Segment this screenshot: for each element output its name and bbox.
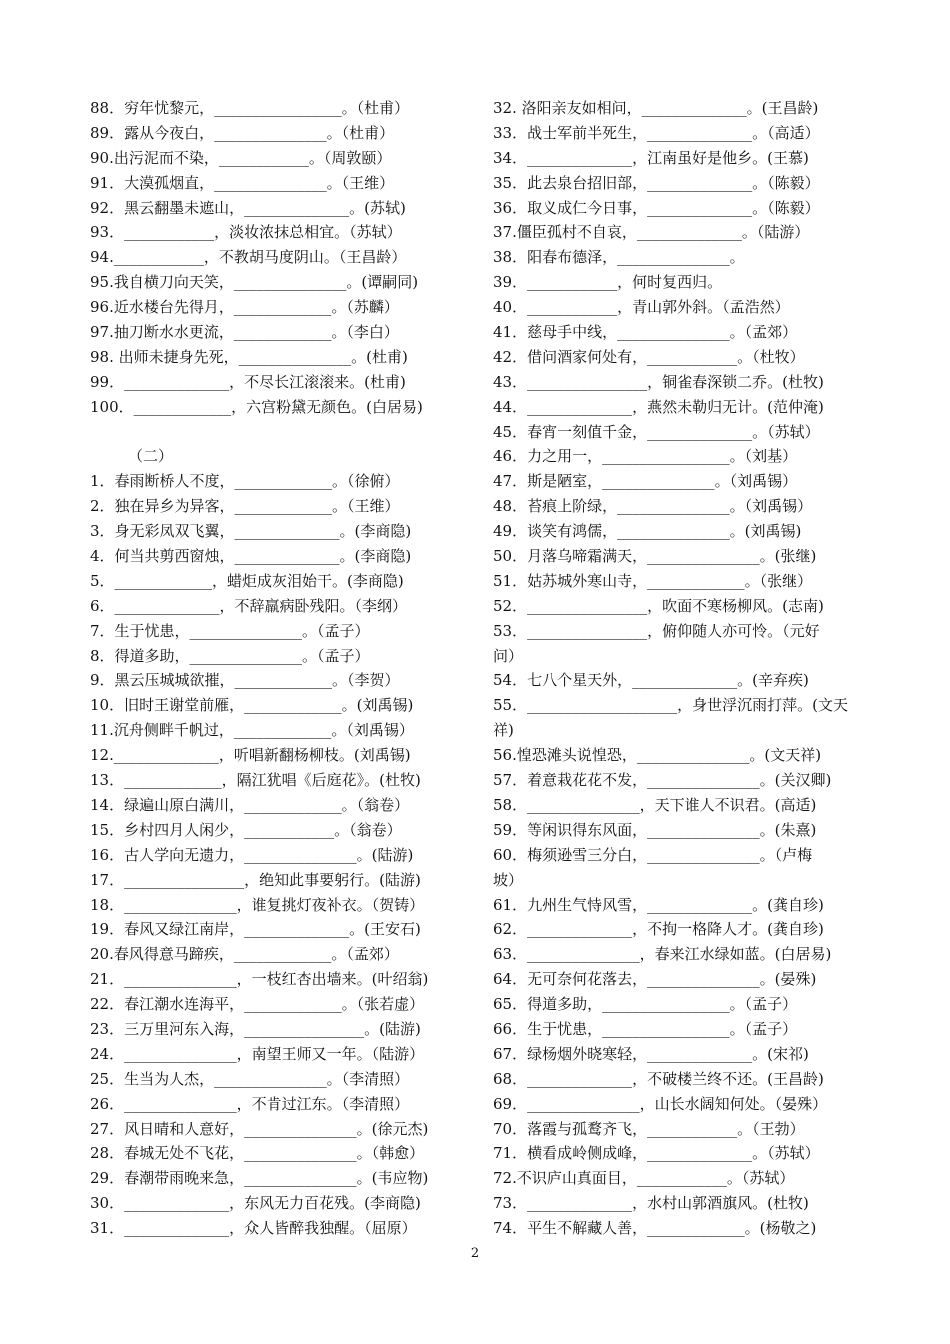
poem-line: 25．生当为人杰，_______________。（李清照）	[90, 1069, 410, 1088]
poem-line: 问）	[493, 646, 524, 665]
poem-line: 98. 出师未捷身先死，_______________。(杜甫)	[90, 347, 408, 366]
poem-line: 38．阳春布德泽，_______________。	[493, 248, 745, 267]
poem-line: 11.沉舟侧畔千帆过，_____________。（刘禹锡）	[90, 721, 414, 740]
poem-line: 33．战士军前半死生，______________。（高适）	[493, 123, 820, 142]
section-title: （二）	[128, 447, 174, 466]
poem-line: 72.不识庐山真面目，____________。（苏轼）	[493, 1169, 795, 1188]
poem-line: 67．绿杨烟外晓寒轻，______________。(宋祁)	[493, 1044, 809, 1063]
poem-line: 1．春雨断桥人不度，_____________。（徐俯）	[90, 472, 400, 491]
poem-line: 91．大漠孤烟直，_______________。（王维）	[90, 173, 395, 192]
poem-line: 24．_______________，南望王师又一年。（陆游）	[90, 1044, 425, 1063]
poem-line: 54．七八个星天外，______________。(辛弃疾)	[493, 671, 809, 690]
poem-line: 56.惶恐滩头说惶恐，_______________。(文天祥)	[493, 746, 822, 765]
poem-line: 6．______________，不辞羸病卧残阳。（李纲）	[90, 596, 408, 615]
poem-line: 61．九州生气恃风雪，______________。(龚自珍)	[493, 895, 824, 914]
poem-line: 49．谈笑有鸿儒，_______________。(刘禹锡)	[493, 522, 802, 541]
poem-line: 52．________________，吹面不寒杨柳风。(志南)	[493, 596, 824, 615]
poem-line: 97.抽刀断水水更流，_____________。（李白）	[90, 323, 399, 342]
poem-line: 53．________________，俯仰随人亦可怜。（元好	[493, 621, 820, 640]
poem-line: 58．_______________，天下谁人不识君。(高适)	[493, 795, 817, 814]
poem-line: 47．斯是陋室，_______________。（刘禹锡）	[493, 472, 798, 491]
poem-line: 74．平生不解藏人善，_____________。(杨敬之)	[493, 1219, 817, 1238]
poem-line: 93．____________，淡妆浓抹总相宜。（苏轼）	[90, 223, 402, 242]
poem-line: 48．苔痕上阶绿，_______________。（刘禹锡）	[493, 497, 813, 516]
poem-line: 14．绿遍山原白满川，_____________。（翁卷）	[90, 795, 410, 814]
poem-line: 100．_____________，六宫粉黛无颜色。(白居易)	[90, 397, 423, 416]
poem-line: 16．古人学向无遗力，_______________。(陆游)	[90, 845, 414, 864]
poem-line: 64．无可奈何花落去，_______________。(晏殊)	[493, 970, 817, 989]
poem-line: 18．_______________，谁复挑灯夜补衣。（贺铸）	[90, 895, 425, 914]
poem-line: 95.我自横刀向天笑，_______________。(谭嗣同)	[90, 273, 419, 292]
poem-line: 坡）	[493, 870, 524, 889]
poem-line: 2．独在异乡为异客，_____________。（王维）	[90, 497, 400, 516]
poem-line: 39．____________，何时复西归。	[493, 273, 723, 292]
poem-line: 35．此去泉台招旧部，______________。（陈毅）	[493, 173, 820, 192]
poem-line: 62．______________，不拘一格降人才。(龚自珍)	[493, 920, 824, 939]
poem-line: 21．_______________，一枝红杏出墙来。(叶绍翁)	[90, 970, 429, 989]
poem-line: 23．三万里河东入海，________________。(陆游)	[90, 1019, 421, 1038]
poem-line: 44．______________，燕然未勒归无计。(范仲淹)	[493, 397, 824, 416]
left-top-list	[90, 96, 466, 420]
poem-line: 41．慈母手中线，_______________。（孟郊）	[493, 323, 798, 342]
poem-line: 15．乡村四月人闲少，____________。（翁卷）	[90, 820, 402, 839]
poem-line: 46．力之用一，_________________。（刘基）	[493, 447, 798, 466]
poem-line: 19．春风又绿江南岸，______________。(王安石)	[90, 920, 421, 939]
poem-line: 40．____________，青山郭外斜。（孟浩然）	[493, 298, 790, 317]
poem-line: 60．梅须逊雪三分白，_______________。（卢梅	[493, 845, 813, 864]
poem-line: 5．_____________，蜡炬成灰泪始干。(李商隐)	[90, 571, 404, 590]
left-column	[90, 96, 466, 1241]
right-list	[493, 96, 869, 1241]
right-column	[493, 96, 869, 1241]
poem-line: 10．旧时王谢堂前雁，_____________。(刘禹锡)	[90, 696, 414, 715]
poem-line: 8．得道多助，_______________。（孟子）	[90, 646, 370, 665]
poem-line: 63．_______________，春来江水绿如蓝。(白居易)	[493, 945, 832, 964]
poem-line: 36．取义成仁今日事，______________。（陈毅）	[493, 198, 820, 217]
poem-line: 96.近水楼台先得月，_____________。（苏麟）	[90, 298, 399, 317]
poem-line: 99．______________，不尽长江滚滚来。(杜甫)	[90, 372, 406, 391]
poem-line: 26．_______________，不肯过江东。（李清照）	[90, 1094, 410, 1113]
poem-line: 9．黑云压城城欲摧，_____________。（李贺）	[90, 671, 400, 690]
poem-line: 3．身无彩凤双飞翼，______________。(李商隐)	[90, 522, 412, 541]
poem-line: 65．得道多助，_________________。（孟子）	[493, 995, 798, 1014]
poem-line: 32. 洛阳亲友如相问，______________。(王昌龄)	[493, 99, 819, 117]
poem-line: 50．月落乌啼霜满天，_______________。(张继)	[493, 547, 817, 566]
poem-line: 20.春风得意马蹄疾，_____________。（孟郊）	[90, 945, 399, 964]
poem-line: 73．______________，水村山郭酒旗风。(杜牧)	[493, 1194, 809, 1213]
section-gap	[90, 420, 466, 445]
poem-line: 70．落霞与孤鹜齐飞，____________。（王勃）	[493, 1119, 805, 1138]
poem-line: 51．姑苏城外寒山寺，_____________。（张继）	[493, 571, 813, 590]
poem-line: 45．春宵一刻值千金，______________。（苏轼）	[493, 422, 820, 441]
poem-line: 43．________________，铜雀春深锁二乔。(杜牧)	[493, 372, 824, 391]
poem-line: 28．春城无处不飞花，_______________。（韩愈）	[90, 1144, 425, 1163]
poem-line: 22．春江潮水连海平，_____________。（张若虚）	[90, 995, 425, 1014]
poem-line: 94.____________，不教胡马度阴山。（王昌龄）	[90, 248, 407, 267]
left-bottom-list	[90, 469, 466, 1241]
poem-line: 71．横看成岭侧成峰，______________。（苏轼）	[493, 1144, 820, 1163]
poem-line: 92．黑云翻墨未遮山，______________。(苏轼)	[90, 198, 406, 217]
poem-line: 祥)	[493, 721, 514, 740]
poem-line: 27．风日晴和人意好，_______________。(徐元杰)	[90, 1119, 429, 1138]
poem-line: 13．_____________，隔江犹唱《后庭花》。(杜牧)	[90, 771, 421, 790]
poem-line: 12.______________，听唱新翻杨柳枝。(刘禹锡)	[90, 746, 411, 765]
poem-line: 57．着意栽花花不发，_______________。(关汉卿)	[493, 771, 832, 790]
poem-line: 37.僵臣孤村不自哀，______________。（陆游）	[493, 223, 810, 242]
poem-line: 17．________________，绝知此事要躬行。(陆游)	[90, 870, 421, 889]
poem-line: 69．_______________，山长水阔知何处。（晏殊）	[493, 1094, 828, 1113]
poem-line: 30．______________，东风无力百花残。(李商隐)	[90, 1194, 421, 1213]
poem-line: 90.出污泥而不染，____________。（周敦颐）	[90, 148, 392, 167]
poem-line: 4．何当共剪西窗烛，______________。(李商隐)	[90, 547, 412, 566]
poem-line: 31．______________，众人皆醉我独醒。（屈原）	[90, 1219, 417, 1238]
poem-line: 7．生于忧患，_______________。（孟子）	[90, 621, 370, 640]
poem-line: 29．春潮带雨晚来急，_______________。(韦应物)	[90, 1169, 429, 1188]
poem-line: 42．借问酒家何处有，____________。（杜牧）	[493, 347, 805, 366]
poem-line: 68．______________，不破楼兰终不还。(王昌龄)	[493, 1069, 824, 1088]
poem-line: 88．穷年忧黎元，_________________。（杜甫）	[90, 99, 410, 117]
poem-line: 59．等闲识得东风面，_______________。(朱熹)	[493, 820, 817, 839]
poem-line: 55．____________________，身世浮沉雨打萍。(文天	[493, 696, 848, 715]
poem-line: 66．生于忧患，_________________。（孟子）	[493, 1019, 798, 1038]
poem-line: 34．______________，江南虽好是他乡。(王慕)	[493, 148, 809, 167]
page-number: 2	[470, 1246, 480, 1261]
poem-line: 89．露从今夜白，_______________。（杜甫）	[90, 123, 395, 142]
